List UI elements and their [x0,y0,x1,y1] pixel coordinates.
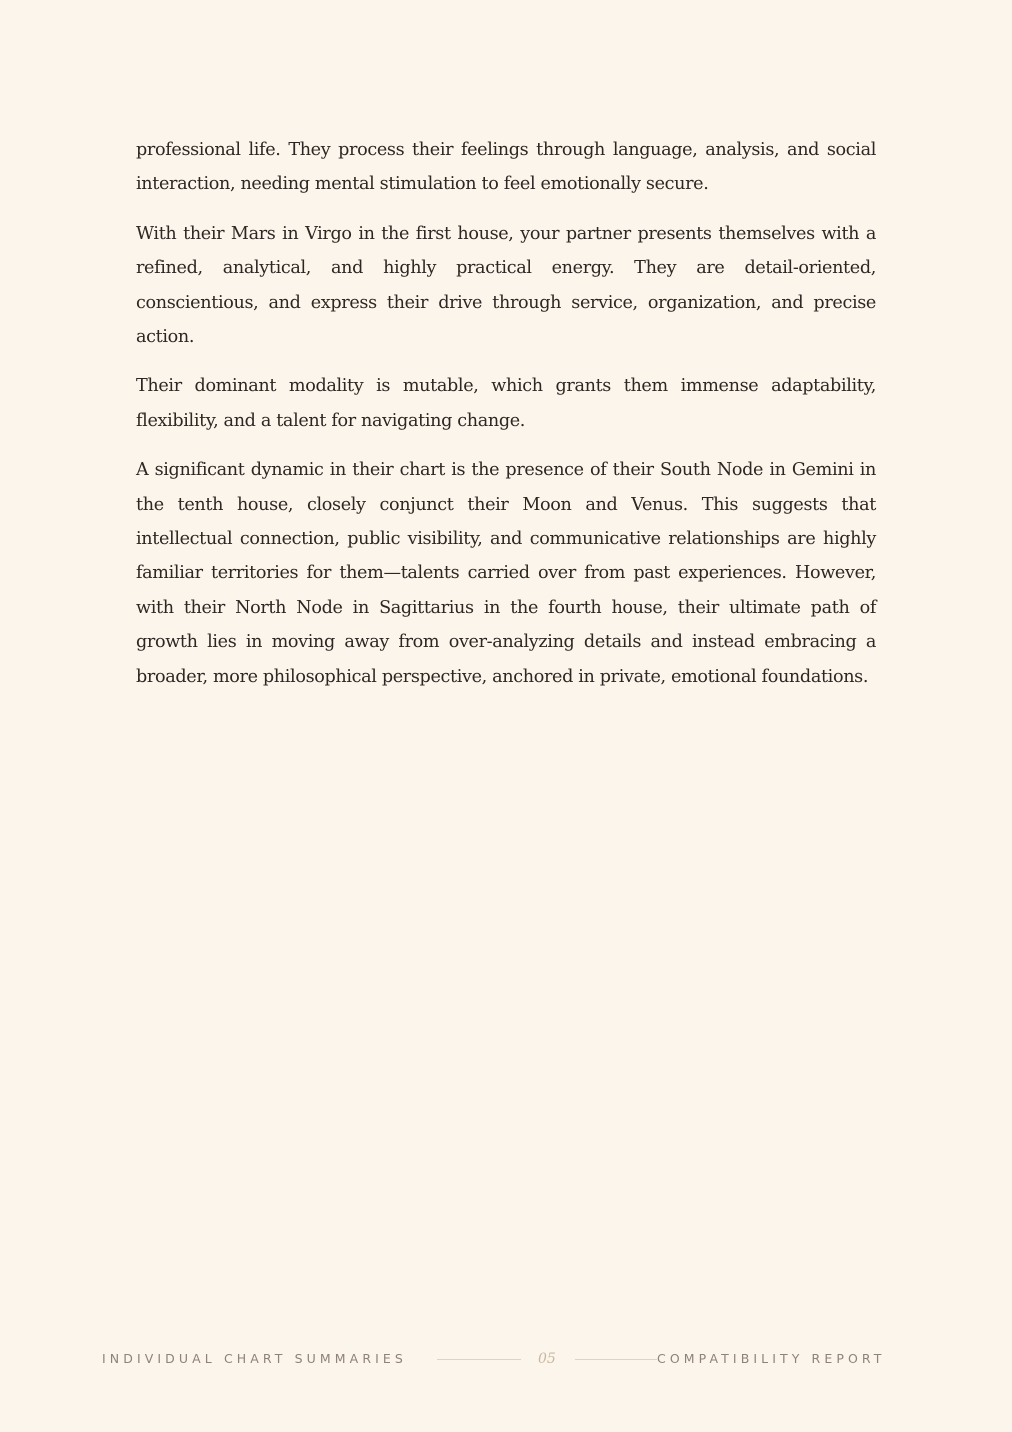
footer-section-label: INDIVIDUAL CHART SUMMARIES [102,1351,407,1366]
footer-divider-left [437,1359,521,1360]
footer-report-label: COMPATIBILITY REPORT [657,1351,886,1366]
paragraph-mars-virgo: With their Mars in Virgo in the first house, your partner presents themselves with a refined, analytical, and highly practical energy. They are detail-oriented, conscientious, and express their drive through service, organization, and precise action. [136,223,876,348]
paragraph-dominant-modality: Their dominant modality is mutable, which grants them immense adaptability, flexibility, and a talent for navigating change. [136,376,876,431]
paragraph-emotional-expression: professional life. They process their feelings through language, analysis, and social interaction, needing mental stimulation to feel emotionally secure. [136,140,876,195]
page-footer [0,1350,1012,1370]
paragraph-lunar-nodes: A significant dynamic in their chart is the presence of their South Node in Gemini in the tenth house, closely conjunct their Moon and Venus. This suggests that intellectual connection, public visibility, and communicative relationships are highly familiar territories for them—talents carried over from past experiences. However, with their North Node in Sagittarius in the fourth house, their ultimate path of growth lies in moving away from over-analyzing details and instead embracing a broader, more philosophical perspective, anchored in private, emotional foundations. [136,460,876,687]
body-text [136,133,876,709]
footer-divider-right [575,1359,657,1360]
page-number: 05 [538,1351,556,1367]
